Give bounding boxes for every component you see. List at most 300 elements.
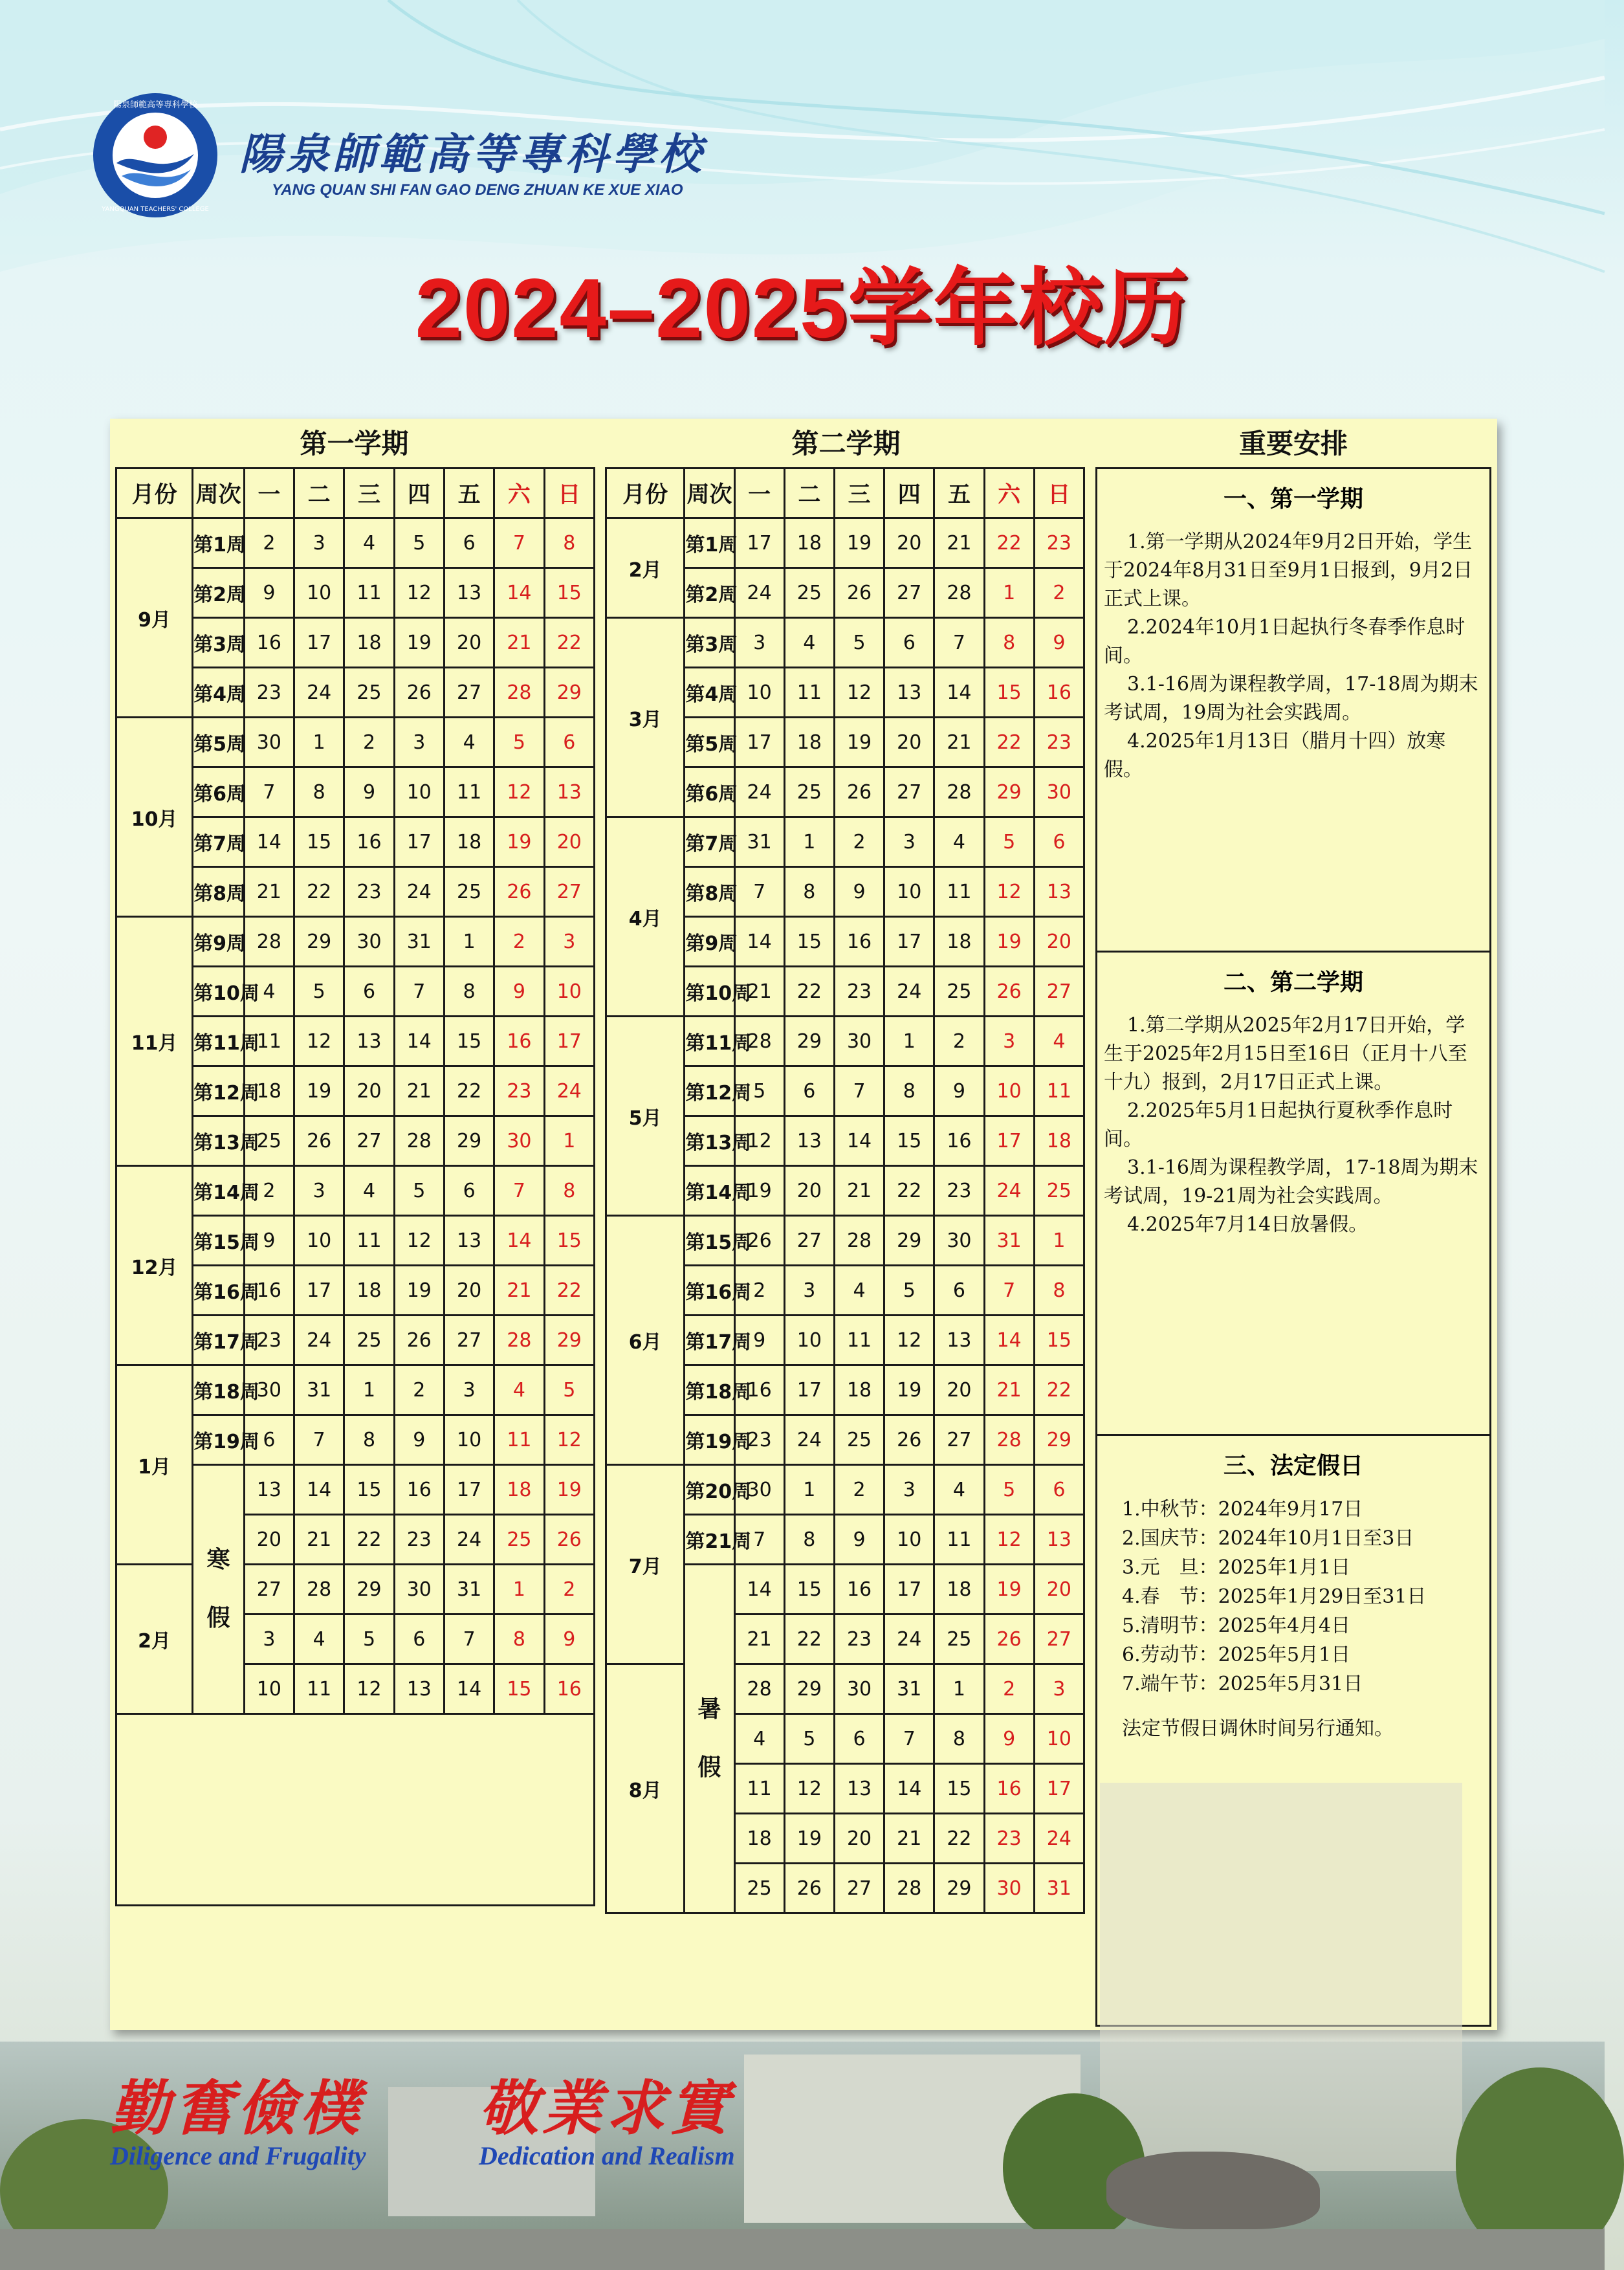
- day-cell: 31: [394, 917, 444, 967]
- day-cell: 31: [884, 1664, 934, 1714]
- day-cell: 3: [294, 518, 344, 568]
- week-label: 第7周: [193, 817, 245, 867]
- day-cell: 7: [984, 1266, 1034, 1316]
- day-cell: 6: [1034, 817, 1084, 867]
- week-row: [606, 1216, 1084, 1266]
- day-cell: 3: [884, 1465, 934, 1515]
- day-cell: 9: [1034, 618, 1084, 668]
- day-cell: 12: [394, 1216, 444, 1266]
- day-cell: 8: [784, 1515, 834, 1565]
- day-cell: 9: [834, 1515, 884, 1565]
- day-cell: 21: [934, 518, 984, 568]
- day-cell: 25: [784, 767, 834, 817]
- day-cell: 14: [394, 1017, 444, 1066]
- day-cell: 18: [344, 1266, 394, 1316]
- holiday-note: 法定节假日调休时间另行通知。: [1122, 1717, 1394, 1740]
- month-cell: 5月: [606, 1017, 685, 1216]
- day-cell: 4: [934, 817, 984, 867]
- week-label: 第15周: [685, 1216, 734, 1266]
- day-cell: 30: [834, 1017, 884, 1066]
- day-cell: 2: [834, 1465, 884, 1515]
- semester1-notes-box: [1095, 467, 1491, 953]
- day-cell: 18: [494, 1465, 544, 1515]
- day-cell: 28: [734, 1017, 784, 1066]
- day-cell: 3: [1034, 1664, 1084, 1714]
- day-cell: 12: [294, 1017, 344, 1066]
- column-header: 四: [394, 468, 444, 518]
- day-cell: 27: [1034, 967, 1084, 1017]
- day-cell: 1: [344, 1365, 394, 1415]
- day-cell: 11: [494, 1415, 544, 1465]
- day-cell: 28: [934, 767, 984, 817]
- day-cell: 10: [394, 767, 444, 817]
- day-cell: 25: [934, 967, 984, 1017]
- day-cell: 16: [244, 1266, 294, 1316]
- day-cell: 8: [294, 767, 344, 817]
- logo-ring-text: 陽泉師範高等專科學校: [113, 100, 198, 110]
- school-name-en: YANG QUAN SHI FAN GAO DENG ZHUAN KE XUE XIAO: [272, 181, 683, 199]
- day-cell: 13: [784, 1116, 834, 1166]
- day-cell: 6: [444, 1166, 494, 1216]
- day-cell: 21: [244, 867, 294, 917]
- day-cell: 11: [734, 1764, 784, 1814]
- day-cell: 19: [494, 817, 544, 867]
- day-cell: 25: [1034, 1166, 1084, 1216]
- day-cell: 2: [494, 917, 544, 967]
- day-cell: 14: [444, 1664, 494, 1714]
- column-header: 一: [734, 468, 784, 518]
- day-cell: 13: [394, 1664, 444, 1714]
- day-cell: 27: [884, 767, 934, 817]
- day-cell: 24: [444, 1515, 494, 1565]
- week-label: 第10周: [685, 967, 734, 1017]
- day-cell: 9: [734, 1316, 784, 1365]
- week-row: [116, 718, 595, 767]
- holiday-item: 2.国庆节：2024年10月1日至3日: [1122, 1527, 1414, 1550]
- day-cell: 28: [494, 1316, 544, 1365]
- week-label: 第4周: [193, 668, 245, 718]
- day-cell: 25: [444, 867, 494, 917]
- day-cell: 10: [444, 1415, 494, 1465]
- day-cell: 17: [784, 1365, 834, 1415]
- day-cell: 12: [984, 1515, 1034, 1565]
- day-cell: 16: [834, 917, 884, 967]
- day-cell: 23: [1034, 718, 1084, 767]
- week-label: 第9周: [193, 917, 245, 967]
- day-cell: 13: [834, 1764, 884, 1814]
- week-label: 第12周: [685, 1066, 734, 1116]
- day-cell: 8: [884, 1066, 934, 1116]
- day-cell: 13: [934, 1316, 984, 1365]
- day-cell: 31: [984, 1216, 1034, 1266]
- day-cell: 25: [344, 1316, 394, 1365]
- day-cell: 22: [444, 1066, 494, 1116]
- day-cell: 5: [394, 1166, 444, 1216]
- day-cell: 4: [294, 1614, 344, 1664]
- day-cell: 30: [834, 1664, 884, 1714]
- day-cell: 5: [494, 718, 544, 767]
- day-cell: 3: [984, 1017, 1034, 1066]
- day-cell: 13: [344, 1017, 394, 1066]
- note-item: 4.2025年1月13日（腊月十四）放寒假。: [1104, 730, 1446, 781]
- day-cell: 16: [244, 618, 294, 668]
- day-cell: 23: [984, 1814, 1034, 1864]
- day-cell: 14: [494, 568, 544, 618]
- day-cell: 15: [344, 1465, 394, 1515]
- day-cell: 21: [734, 967, 784, 1017]
- day-cell: 24: [784, 1415, 834, 1465]
- week-label: 第4周: [685, 668, 734, 718]
- day-cell: 5: [544, 1365, 594, 1415]
- day-cell: 2: [834, 817, 884, 867]
- day-cell: 17: [544, 1017, 594, 1066]
- day-cell: 15: [984, 668, 1034, 718]
- day-cell: 6: [544, 718, 594, 767]
- day-cell: 7: [834, 1066, 884, 1116]
- day-cell: 16: [494, 1017, 544, 1066]
- week-label: 第3周: [193, 618, 245, 668]
- day-cell: 28: [934, 568, 984, 618]
- day-cell: 9: [244, 568, 294, 618]
- day-cell: 27: [784, 1216, 834, 1266]
- day-cell: 24: [294, 668, 344, 718]
- day-cell: 8: [494, 1614, 544, 1664]
- school-logo: [91, 91, 220, 220]
- column-header: 周次: [685, 468, 734, 518]
- day-cell: 3: [244, 1614, 294, 1664]
- day-cell: 5: [344, 1614, 394, 1664]
- day-cell: 29: [1034, 1415, 1084, 1465]
- day-cell: 7: [394, 967, 444, 1017]
- day-cell: 19: [884, 1365, 934, 1415]
- day-cell: 4: [244, 967, 294, 1017]
- day-cell: 6: [394, 1614, 444, 1664]
- day-cell: 28: [834, 1216, 884, 1266]
- day-cell: 24: [1034, 1814, 1084, 1864]
- day-cell: 4: [834, 1266, 884, 1316]
- day-cell: 13: [244, 1465, 294, 1515]
- day-cell: 9: [344, 767, 394, 817]
- week-label: 第17周: [193, 1316, 245, 1365]
- day-cell: 27: [1034, 1614, 1084, 1664]
- day-cell: 24: [984, 1166, 1034, 1216]
- day-cell: 29: [544, 1316, 594, 1365]
- day-cell: 15: [784, 917, 834, 967]
- day-cell: 12: [394, 568, 444, 618]
- day-cell: 7: [444, 1614, 494, 1664]
- day-cell: 17: [294, 618, 344, 668]
- day-cell: 6: [934, 1266, 984, 1316]
- holiday-item: 4.春 节：2025年1月29日至31日: [1122, 1585, 1427, 1608]
- day-cell: 19: [394, 1266, 444, 1316]
- day-cell: 18: [784, 718, 834, 767]
- day-cell: 6: [444, 518, 494, 568]
- day-cell: 6: [244, 1415, 294, 1465]
- week-label: 第13周: [193, 1116, 245, 1166]
- day-cell: 1: [494, 1565, 544, 1614]
- blank-row: [116, 1714, 595, 1906]
- day-cell: 10: [1034, 1714, 1084, 1764]
- column-header: 三: [834, 468, 884, 518]
- day-cell: 2: [984, 1664, 1034, 1714]
- day-cell: 2: [544, 1565, 594, 1614]
- day-cell: 4: [734, 1714, 784, 1764]
- header-row: [116, 468, 595, 518]
- day-cell: 10: [984, 1066, 1034, 1116]
- day-cell: 24: [884, 967, 934, 1017]
- day-cell: 15: [444, 1017, 494, 1066]
- day-cell: 30: [734, 1465, 784, 1515]
- day-cell: 23: [394, 1515, 444, 1565]
- day-cell: 25: [494, 1515, 544, 1565]
- day-cell: 24: [394, 867, 444, 917]
- day-cell: 2: [734, 1266, 784, 1316]
- day-cell: 24: [734, 568, 784, 618]
- day-cell: 22: [934, 1814, 984, 1864]
- day-cell: 5: [394, 518, 444, 568]
- day-cell: 3: [884, 817, 934, 867]
- day-cell: 23: [1034, 518, 1084, 568]
- note-item: 4.2025年7月14日放暑假。: [1127, 1213, 1368, 1236]
- week-label: 第11周: [685, 1017, 734, 1066]
- note-item: 2.2025年5月1日起执行夏秋季作息时间。: [1104, 1099, 1453, 1151]
- day-cell: 26: [734, 1216, 784, 1266]
- day-cell: 28: [734, 1664, 784, 1714]
- day-cell: 23: [494, 1066, 544, 1116]
- day-cell: 26: [294, 1116, 344, 1166]
- day-cell: 24: [544, 1066, 594, 1116]
- day-cell: 12: [494, 767, 544, 817]
- week-label: 第18周: [193, 1365, 245, 1415]
- day-cell: 30: [934, 1216, 984, 1266]
- day-cell: 9: [244, 1216, 294, 1266]
- day-cell: 25: [734, 1864, 784, 1913]
- week-row: [606, 618, 1084, 668]
- day-cell: 18: [244, 1066, 294, 1116]
- day-cell: 28: [394, 1116, 444, 1166]
- day-cell: 21: [494, 1266, 544, 1316]
- week-row: [116, 1166, 595, 1216]
- day-cell: 24: [884, 1614, 934, 1664]
- day-cell: 29: [984, 767, 1034, 817]
- day-cell: 3: [544, 917, 594, 967]
- day-cell: 13: [1034, 867, 1084, 917]
- motto-cn-2: 敬業求實: [479, 2073, 733, 2143]
- day-cell: 27: [934, 1415, 984, 1465]
- note-item: 3.1-16周为课程教学周，17-18周为期末考试周，19-21周为社会实践周。: [1104, 1156, 1478, 1207]
- day-cell: 19: [834, 518, 884, 568]
- day-cell: 11: [344, 568, 394, 618]
- week-label: 第14周: [685, 1166, 734, 1216]
- month-cell: 10月: [116, 718, 193, 917]
- week-row: [116, 917, 595, 967]
- day-cell: 20: [344, 1066, 394, 1116]
- school-name-cn: 陽泉師範高等專科學校: [239, 129, 705, 179]
- day-cell: 14: [734, 917, 784, 967]
- day-cell: 6: [884, 618, 934, 668]
- semester2-table: [605, 467, 1085, 1914]
- logo-emblem-icon: [91, 91, 220, 220]
- day-cell: 16: [344, 817, 394, 867]
- semester2-notes-box: [1095, 951, 1491, 1436]
- day-cell: 23: [244, 668, 294, 718]
- day-cell: 5: [834, 618, 884, 668]
- semester1-notes-title: 一、第一学期: [1223, 486, 1363, 512]
- day-cell: 28: [494, 668, 544, 718]
- day-cell: 20: [444, 1266, 494, 1316]
- day-cell: 17: [884, 917, 934, 967]
- vacation-label: 寒 假: [193, 1465, 245, 1714]
- day-cell: 29: [294, 917, 344, 967]
- day-cell: 17: [1034, 1764, 1084, 1814]
- day-cell: 16: [1034, 668, 1084, 718]
- note-item: 2.2024年10月1日起执行冬春季作息时间。: [1104, 616, 1465, 667]
- week-label: 第1周: [685, 518, 734, 568]
- column-header: 六: [494, 468, 544, 518]
- day-cell: 19: [784, 1814, 834, 1864]
- important-heading: 重要安排: [1238, 428, 1348, 459]
- day-cell: 30: [394, 1565, 444, 1614]
- week-label: 第6周: [193, 767, 245, 817]
- day-cell: 7: [494, 1166, 544, 1216]
- semester1-heading: 第一学期: [300, 428, 409, 459]
- day-cell: 10: [544, 967, 594, 1017]
- day-cell: 11: [294, 1664, 344, 1714]
- day-cell: 29: [544, 668, 594, 718]
- day-cell: 4: [444, 718, 494, 767]
- day-cell: 17: [734, 718, 784, 767]
- day-cell: 20: [784, 1166, 834, 1216]
- day-cell: 11: [444, 767, 494, 817]
- month-cell: 8月: [606, 1664, 685, 1913]
- day-cell: 10: [244, 1664, 294, 1714]
- day-cell: 15: [294, 817, 344, 867]
- week-label: 第17周: [685, 1316, 734, 1365]
- day-cell: 31: [444, 1565, 494, 1614]
- month-cell: 9月: [116, 518, 193, 718]
- day-cell: 14: [244, 817, 294, 867]
- day-cell: 23: [734, 1415, 784, 1465]
- holiday-item: 7.端午节：2025年5月31日: [1122, 1673, 1363, 1695]
- day-cell: 20: [444, 618, 494, 668]
- holiday-item: 5.清明节：2025年4月4日: [1122, 1614, 1351, 1637]
- day-cell: 6: [1034, 1465, 1084, 1515]
- week-row: [116, 1565, 595, 1614]
- week-label: 第16周: [193, 1266, 245, 1316]
- day-cell: 11: [834, 1316, 884, 1365]
- day-cell: 20: [884, 518, 934, 568]
- week-label: 第7周: [685, 817, 734, 867]
- day-cell: 10: [294, 568, 344, 618]
- day-cell: 1: [934, 1664, 984, 1714]
- day-cell: 6: [834, 1714, 884, 1764]
- day-cell: 2: [244, 1166, 294, 1216]
- day-cell: 18: [934, 917, 984, 967]
- week-label: 第9周: [685, 917, 734, 967]
- day-cell: 7: [734, 1515, 784, 1565]
- day-cell: 22: [544, 1266, 594, 1316]
- day-cell: 30: [984, 1864, 1034, 1913]
- week-label: 第14周: [193, 1166, 245, 1216]
- day-cell: 4: [494, 1365, 544, 1415]
- month-cell: 1月: [116, 1365, 193, 1565]
- day-cell: 4: [934, 1465, 984, 1515]
- day-cell: 28: [884, 1864, 934, 1913]
- day-cell: 17: [984, 1116, 1034, 1166]
- day-cell: 7: [494, 518, 544, 568]
- day-cell: 21: [834, 1166, 884, 1216]
- week-label: 第19周: [685, 1415, 734, 1465]
- day-cell: 21: [934, 718, 984, 767]
- day-cell: 29: [884, 1216, 934, 1266]
- day-cell: 21: [494, 618, 544, 668]
- column-header: 日: [544, 468, 594, 518]
- day-cell: 14: [494, 1216, 544, 1266]
- day-cell: 20: [544, 817, 594, 867]
- day-cell: 9: [544, 1614, 594, 1664]
- day-cell: 28: [984, 1415, 1034, 1465]
- day-cell: 15: [1034, 1316, 1084, 1365]
- month-cell: 2月: [606, 518, 685, 618]
- day-cell: 9: [494, 967, 544, 1017]
- day-cell: 12: [784, 1764, 834, 1814]
- day-cell: 22: [294, 867, 344, 917]
- day-cell: 14: [294, 1465, 344, 1515]
- day-cell: 9: [984, 1714, 1034, 1764]
- month-cell: 3月: [606, 618, 685, 817]
- day-cell: 20: [1034, 1565, 1084, 1614]
- motto-en-2: Dedication and Realism: [479, 2141, 735, 2170]
- day-cell: 8: [544, 1166, 594, 1216]
- day-cell: 26: [984, 967, 1034, 1017]
- day-cell: 26: [984, 1614, 1034, 1664]
- day-cell: 14: [884, 1764, 934, 1814]
- column-header: 五: [444, 468, 494, 518]
- day-cell: 9: [834, 867, 884, 917]
- month-cell: 4月: [606, 817, 685, 1017]
- vacation-label: 暑 假: [685, 1565, 734, 1913]
- column-header: 二: [294, 468, 344, 518]
- week-label: 第11周: [193, 1017, 245, 1066]
- day-cell: 1: [444, 917, 494, 967]
- day-cell: 31: [734, 817, 784, 867]
- day-cell: 17: [294, 1266, 344, 1316]
- day-cell: 17: [884, 1565, 934, 1614]
- day-cell: 12: [344, 1664, 394, 1714]
- day-cell: 19: [834, 718, 884, 767]
- day-cell: 5: [294, 967, 344, 1017]
- day-cell: 7: [294, 1415, 344, 1465]
- note-item: 1.第二学期从2025年2月17日开始，学生于2025年2月15日至16日（正月十八至十九）报到，2月17日正式上课。: [1104, 1014, 1467, 1094]
- day-cell: 26: [394, 1316, 444, 1365]
- day-cell: 2: [1034, 568, 1084, 618]
- day-cell: 4: [784, 618, 834, 668]
- day-cell: 25: [834, 1415, 884, 1465]
- day-cell: 25: [784, 568, 834, 618]
- day-cell: 11: [934, 1515, 984, 1565]
- day-cell: 3: [734, 618, 784, 668]
- day-cell: 13: [544, 767, 594, 817]
- column-header: 四: [884, 468, 934, 518]
- day-cell: 15: [544, 1216, 594, 1266]
- day-cell: 15: [884, 1116, 934, 1166]
- day-cell: 3: [294, 1166, 344, 1216]
- note-item: 1.第一学期从2024年9月2日开始，学生于2024年8月31日至9月1日报到，9月2日正式上课。: [1104, 531, 1473, 610]
- week-label: 第15周: [193, 1216, 245, 1266]
- week-label: 第5周: [685, 718, 734, 767]
- day-cell: 5: [734, 1066, 784, 1116]
- week-row: [606, 817, 1084, 867]
